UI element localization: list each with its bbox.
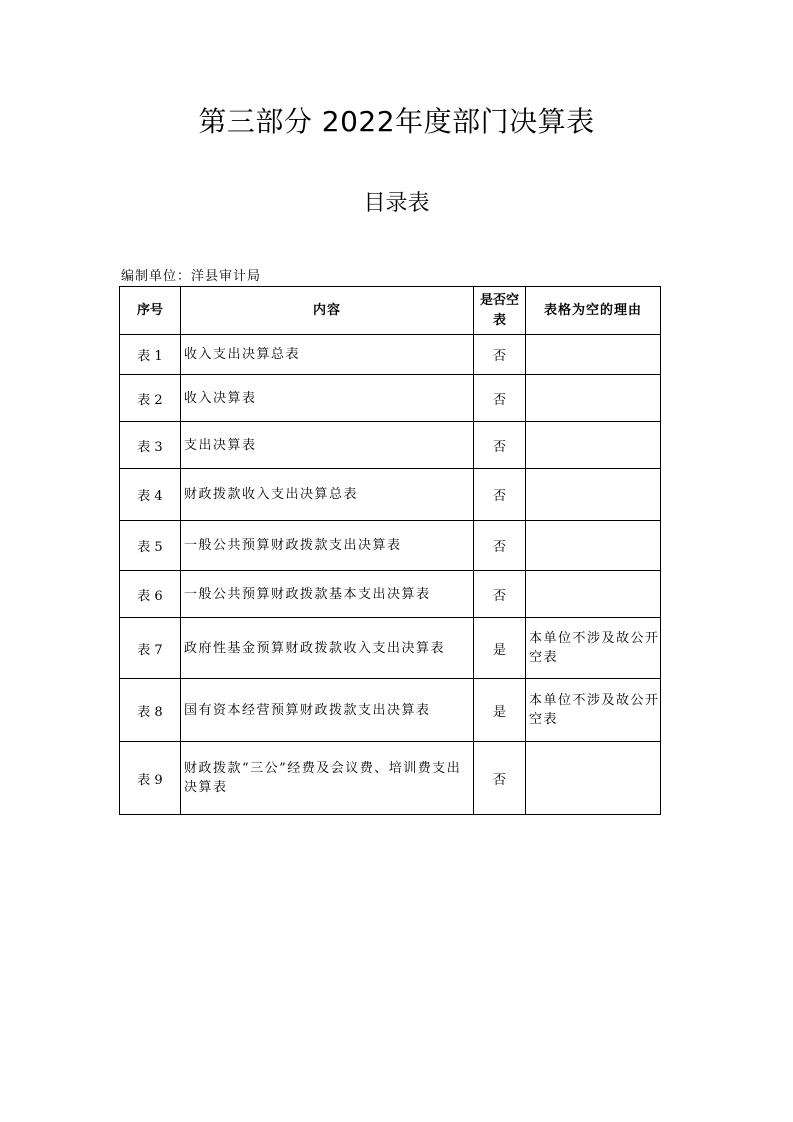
row-is-empty: 是: [474, 618, 526, 679]
row-reason: [526, 571, 661, 618]
row-no: 表 5: [120, 521, 181, 571]
row-name: 收入支出决算总表: [181, 335, 474, 375]
row-name: 一般公共预算财政拨款支出决算表: [181, 521, 474, 571]
table-row: [120, 422, 661, 469]
row-name: 支出决算表: [181, 422, 474, 469]
row-is-empty: 否: [474, 469, 526, 521]
row-no: 表 4: [120, 469, 181, 521]
row-reason: [526, 335, 661, 375]
row-is-empty: 否: [474, 375, 526, 422]
row-reason: [526, 375, 661, 422]
row-no: 表 6: [120, 571, 181, 618]
table-row: [120, 375, 661, 422]
row-no: 表 8: [120, 679, 181, 742]
table-row: [120, 335, 661, 375]
row-is-empty: 否: [474, 742, 526, 815]
row-is-empty: 否: [474, 571, 526, 618]
row-name: 收入决算表: [181, 375, 474, 422]
row-no: 表 2: [120, 375, 181, 422]
row-is-empty: 否: [474, 422, 526, 469]
row-name: 财政拨款收入支出决算总表: [181, 469, 474, 521]
table-row: [120, 742, 661, 815]
row-reason: [526, 469, 661, 521]
row-is-empty: 否: [474, 521, 526, 571]
row-name: 政府性基金预算财政拨款收入支出决算表: [181, 618, 474, 679]
row-reason: 本单位不涉及故公开空表: [526, 679, 661, 742]
row-no: 表 7: [120, 618, 181, 679]
row-no: 表 1: [120, 335, 181, 375]
table-row: [120, 521, 661, 571]
page-subtitle: 目录表: [363, 191, 430, 216]
catalog-table: [119, 286, 661, 815]
table-row: [120, 469, 661, 521]
page-title: 第三部分 2022年度部门决算表: [198, 105, 595, 138]
row-is-empty: 否: [474, 335, 526, 375]
row-reason: 本单位不涉及故公开空表: [526, 618, 661, 679]
table-header-row: [120, 287, 661, 335]
row-is-empty: 是: [474, 679, 526, 742]
header-name: 内容: [181, 287, 474, 335]
header-is-empty: 是否空表: [474, 287, 526, 335]
row-reason: [526, 521, 661, 571]
table-row: [120, 571, 661, 618]
row-name: 国有资本经营预算财政拨款支出决算表: [181, 679, 474, 742]
compiling-unit-label: 编制单位：洋县审计局: [121, 269, 262, 284]
header-reason: 表格为空的理由: [526, 287, 661, 335]
header-no: 序号: [120, 287, 181, 335]
row-name: 财政拨款“三公”经费及会议费、培训费支出决算表: [181, 742, 474, 815]
row-reason: [526, 422, 661, 469]
row-no: 表 3: [120, 422, 181, 469]
table-row: [120, 618, 661, 679]
row-no: 表 9: [120, 742, 181, 815]
row-name: 一般公共预算财政拨款基本支出决算表: [181, 571, 474, 618]
table-row: [120, 679, 661, 742]
row-reason: [526, 742, 661, 815]
